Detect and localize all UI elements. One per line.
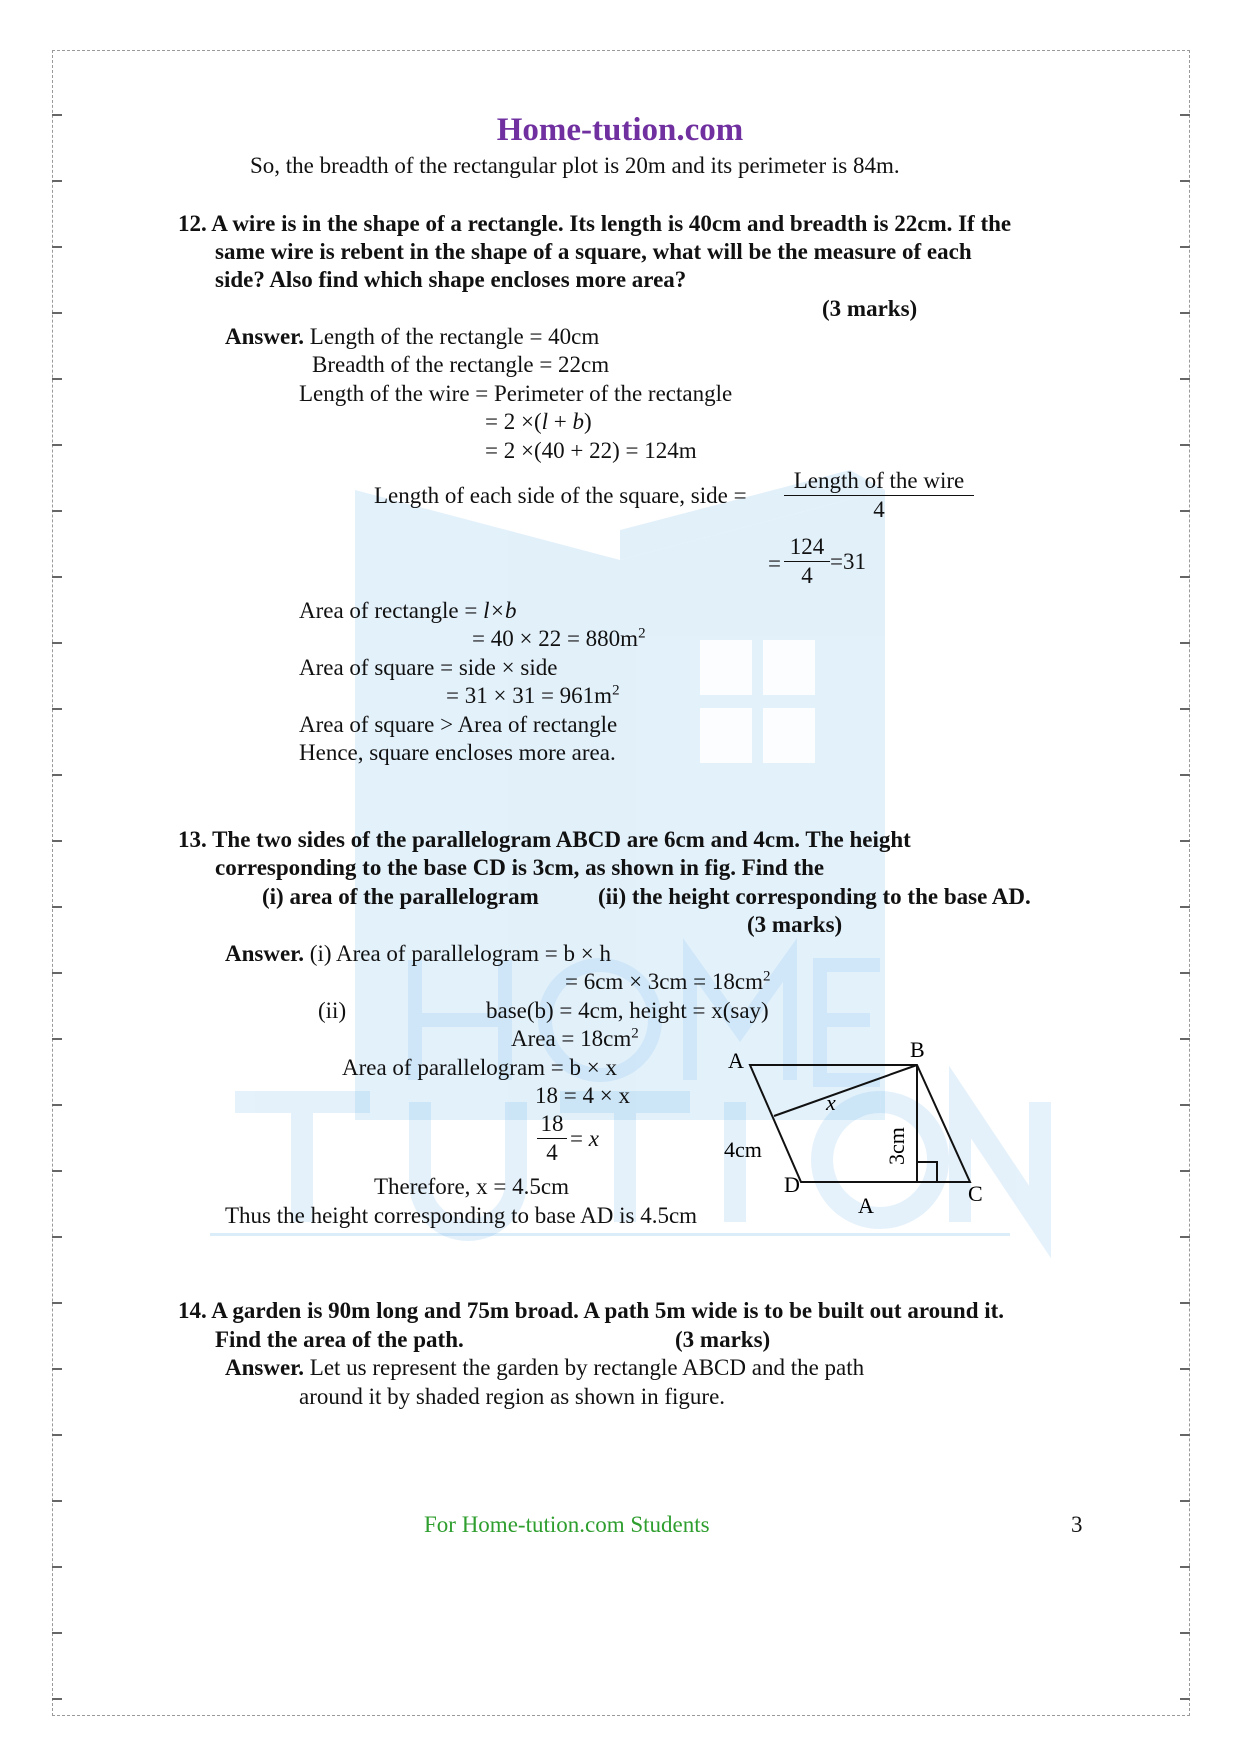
q13-part-i: (i) area of the parallelogram (262, 884, 539, 909)
intro-line: So, the breadth of the rectangular plot is 20m and its perimeter is 84m. (250, 153, 900, 178)
q12-side-label: Length of each side of the square, side = (374, 483, 747, 508)
q12-answer-line-1 (225, 323, 599, 351)
q12-square-area-text: = 31 × 31 = 961m (446, 683, 613, 708)
q12-answer-label: Answer. (225, 324, 305, 349)
q12-perimeter-value: = 2 ×(40 + 22) = 124m (485, 438, 697, 463)
q13-area-given-text: Area = 18cm (511, 1026, 632, 1051)
q13-part-ii: (ii) the height corresponding to the base AD. (598, 884, 1031, 909)
label-a-top: A (728, 1048, 744, 1073)
q14-line-1: 14. A garden is 90m long and 75m broad. A path 5m wide is to be built out around it. (178, 1298, 1005, 1323)
q12-rect-area-exp: 2 (638, 625, 646, 642)
q14-answer-line-1 (225, 1354, 864, 1382)
q12-wire-length: Length of the wire = Perimeter of the rectangle (299, 381, 733, 406)
q12-side-fraction (784, 467, 974, 524)
q13-fraction-var: x (588, 1126, 599, 1151)
q12-result-denominator: 4 (801, 563, 813, 588)
q13-fraction-denominator: 4 (546, 1140, 558, 1165)
q14-marks: (3 marks) (675, 1327, 771, 1352)
q12-line-2: same wire is rebent in the shape of a square, what will be the measure of each (215, 239, 972, 264)
label-b: B (910, 1037, 925, 1062)
q13-line-2: corresponding to the base CD is 3cm, as shown in fig. Find the (215, 855, 825, 880)
q12-perimeter-formula (485, 408, 592, 436)
q13-therefore: Therefore, x = 4.5cm (374, 1174, 569, 1199)
q13-marks: (3 marks) (747, 912, 843, 937)
q12-square-area-value (446, 682, 620, 710)
q13-base-height: base(b) = 4cm, height = x(say) (486, 998, 769, 1023)
q13-answer-label: Answer. (225, 941, 305, 966)
q12-rect-area-value (472, 625, 646, 653)
label-x: x (826, 1090, 836, 1115)
parallelogram-diagram (700, 1035, 1000, 1215)
q12-square-area-formula: Area of square = side × side (299, 655, 558, 680)
q12-formula-l: l (541, 409, 548, 434)
q12-line-3: side? Also find which shape encloses more area? (215, 267, 687, 292)
q13-area-given (511, 1025, 639, 1053)
q12-formula-pre: = 2 ×( (485, 409, 542, 434)
q13-area-value (565, 968, 770, 996)
q12-result-fraction (784, 533, 830, 590)
page-number: 3 (1071, 1512, 1083, 1537)
q12-side-denominator: 4 (873, 497, 885, 522)
label-4cm: 4cm (724, 1137, 762, 1162)
q12-square-area-exp: 2 (612, 682, 620, 699)
q12-length: Length of the rectangle = 40cm (309, 324, 600, 349)
q12-line-1: 12. A wire is in the shape of a rectangle. Its length is 40cm and breadth is 22cm. If the (178, 211, 1012, 236)
border-ticks-right (1180, 50, 1190, 1714)
label-d: D (784, 1172, 800, 1197)
q12-breadth: Breadth of the rectangle = 22cm (312, 352, 610, 377)
q12-formula-post: ) (583, 409, 592, 434)
q12-formula-b: b (572, 409, 584, 434)
q13-answer-line-1 (225, 940, 611, 968)
q13-fraction-eq: = (570, 1126, 589, 1151)
q13-area-exp: 2 (762, 968, 771, 985)
q12-rect-area-formula (299, 597, 517, 625)
border-ticks-left (52, 50, 62, 1714)
q12-marks: (3 marks) (822, 296, 918, 321)
q12-rect-area-text: = 40 × 22 = 880m (472, 626, 639, 651)
q13-conclusion: Thus the height corresponding to base AD is 4.5cm (225, 1203, 698, 1228)
q12-rect-area-var: l×b (483, 598, 517, 623)
q13-fraction-result (570, 1125, 599, 1153)
q12-side-numerator: Length of the wire (784, 467, 974, 496)
q13-ii-label: (ii) (318, 998, 347, 1023)
q14-answer-line-2: around it by shaded region as shown in figure. (299, 1384, 726, 1409)
footer-text: For Home-tution.com Students (424, 1512, 710, 1537)
q12-formula-plus: + (548, 409, 573, 434)
height-x-line (774, 1065, 917, 1116)
q13-area-text: = 6cm × 3cm = 18cm (565, 969, 763, 994)
q14-answer-label: Answer. (225, 1355, 305, 1380)
site-title: Home-tution.com (496, 112, 744, 148)
q14-answer-text: Let us represent the garden by rectangle ABCD and the path (309, 1355, 865, 1380)
q12-comparison: Area of square > Area of rectangle (299, 712, 618, 737)
q12-equals: = (768, 551, 781, 576)
label-3cm: 3cm (884, 1127, 909, 1165)
q12-rect-area-label: Area of rectangle = (299, 598, 484, 623)
q13-area-bx: Area of parallelogram = b × x (342, 1055, 618, 1080)
q13-line-1: 13. The two sides of the parallelogram ABCD are 6cm and 4cm. The height (178, 827, 911, 852)
q12-conclusion: Hence, square encloses more area. (299, 740, 616, 765)
q13-area-formula: (i) Area of parallelogram = b × h (309, 941, 611, 966)
q13-fraction (537, 1110, 567, 1167)
right-angle-marker (917, 1162, 937, 1182)
q12-result-numerator: 124 (784, 533, 830, 562)
label-a-bottom: A (858, 1193, 874, 1215)
q13-area-given-exp: 2 (631, 1025, 639, 1042)
q13-equation: 18 = 4 × x (535, 1083, 630, 1108)
q14-line-2: Find the area of the path. (215, 1327, 464, 1352)
q13-fraction-numerator: 18 (537, 1110, 567, 1139)
label-c: C (968, 1181, 983, 1206)
q12-side-result: =31 (830, 549, 866, 574)
